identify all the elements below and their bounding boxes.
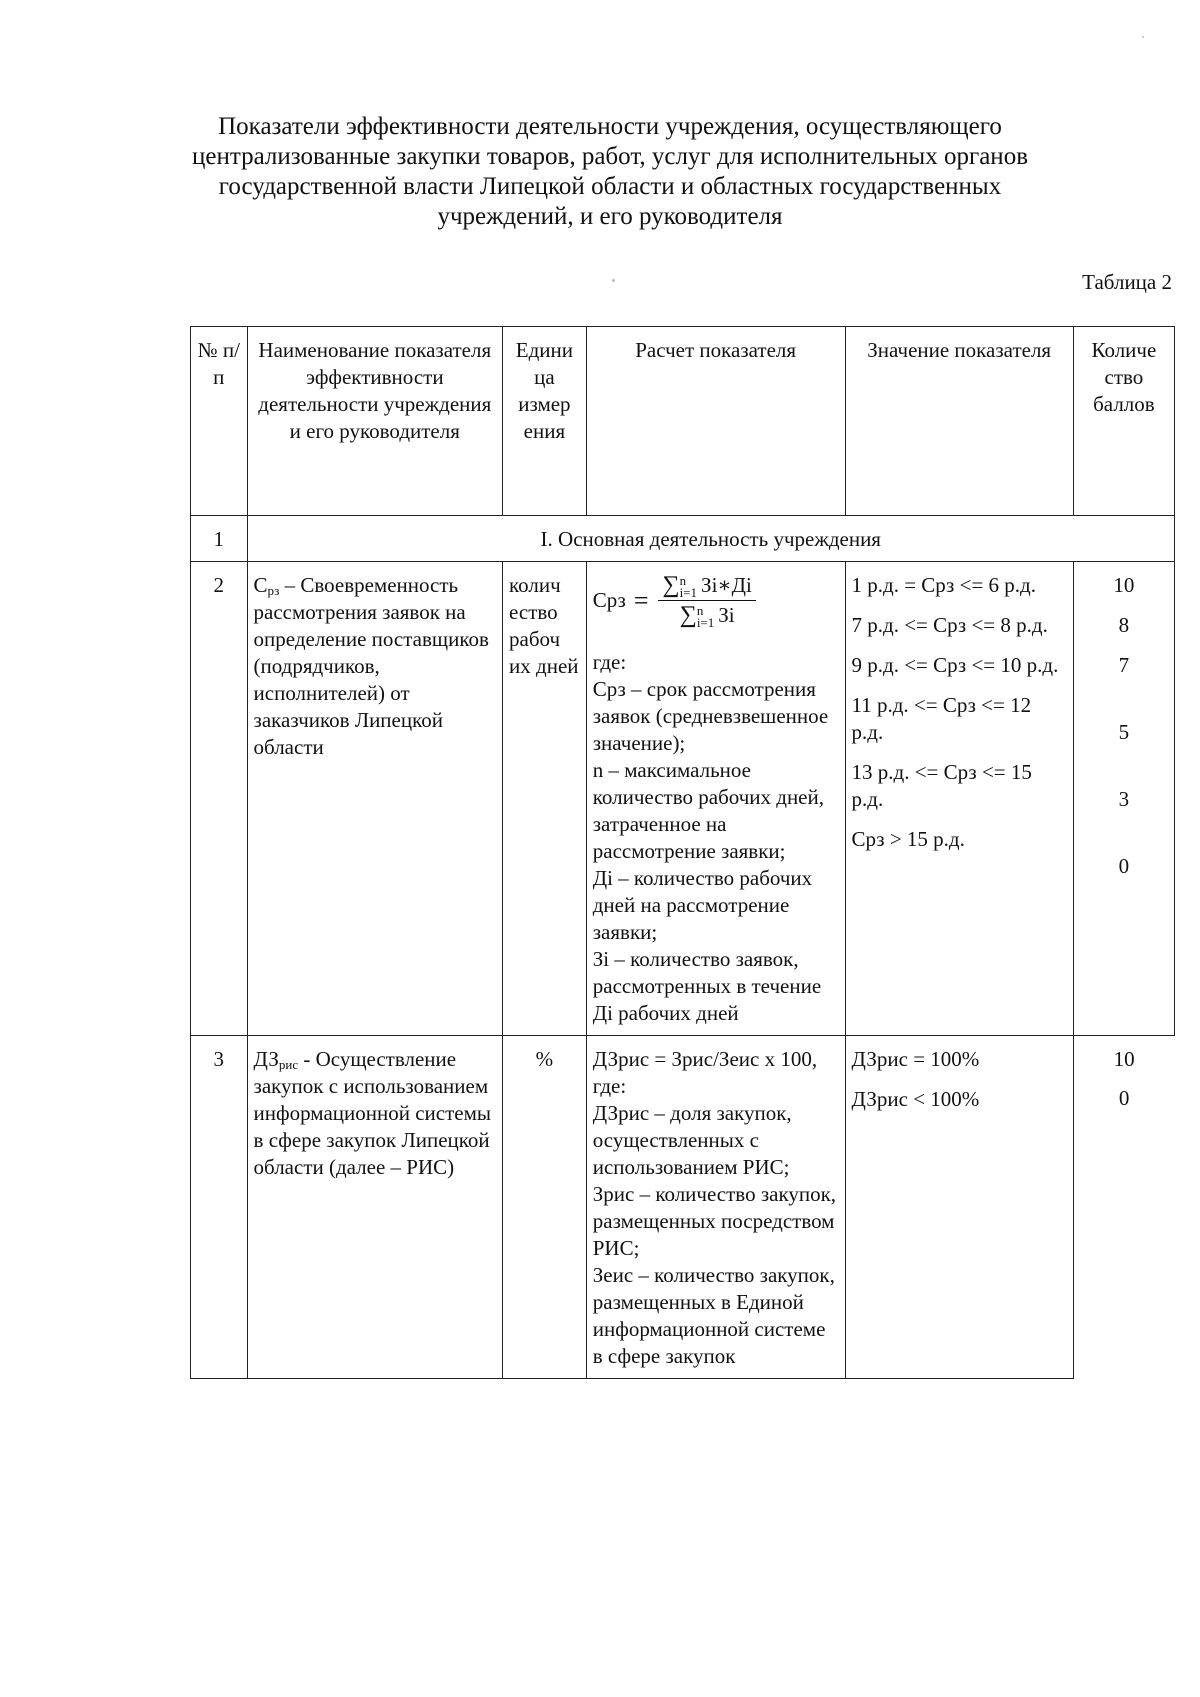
points-item: 0 <box>1118 854 1130 878</box>
indicator-symbol-sub: рз <box>267 583 280 598</box>
value-item: 7 р.д. <= Срз <= 8 р.д. <box>851 613 1048 637</box>
header-value: Значение показателя <box>845 327 1073 516</box>
row-num: 3 <box>191 1036 248 1379</box>
row-num: 2 <box>191 562 248 1036</box>
denominator-term: Зi <box>718 603 735 628</box>
calc-line: Зрис – количество закупок, размещенных посредством РИС; <box>592 1182 837 1261</box>
title-line: учреждений, и его руководителя <box>437 203 783 230</box>
value-cell <box>845 1036 1073 1379</box>
points-item: 7 <box>1118 653 1130 677</box>
calc-line: ДЗрис = Зрис/Зеис х 100, где: <box>592 1047 818 1099</box>
calc-cell <box>586 1036 845 1379</box>
title-line: государственной власти Липецкой области и областных государственных <box>218 173 1002 200</box>
sum-symbol: ∑ <box>679 602 697 629</box>
calc-line: Срз – срок рассмотрения заявок (средневзвешенное значение); <box>592 677 829 756</box>
header-name: Наименование показателя эффективности деятельности учреждения и его руководителя <box>247 327 503 516</box>
header-unit: Едини ца измер ения <box>503 327 587 516</box>
numerator-term: Зi∗Дi <box>701 573 752 597</box>
calc-cell <box>586 562 845 1036</box>
calc-line: Зi – количество заявок, рассмотренных в течение Дi рабочих дней <box>592 947 822 1026</box>
value-item: ДЗрис = 100% <box>851 1047 980 1072</box>
unit-cell: % <box>503 1036 587 1379</box>
header-num: № п/п <box>191 327 248 516</box>
points-item: 0 <box>1118 1086 1130 1111</box>
calc-line: Дi – количество рабочих дней на рассмотрение заявки; <box>592 866 813 945</box>
calc-line: ДЗрис – доля закупок, осуществленных с использованием РИС; <box>592 1101 792 1180</box>
points-item: 8 <box>1118 613 1130 637</box>
points-item: 10 <box>1113 573 1135 597</box>
points-item: 3 <box>1118 787 1130 811</box>
formula-numerator <box>658 572 755 601</box>
indicator-symbol: ДЗ <box>253 1047 279 1072</box>
value-item: Срз > 15 р.д. <box>851 827 965 851</box>
table-row <box>191 562 1175 1036</box>
unit-cell: колич ество рабоч их дней <box>503 562 587 1036</box>
table-label: Таблица 2 <box>1082 270 1172 294</box>
points-item: 10 <box>1113 1047 1135 1072</box>
value-item: ДЗрис < 100% <box>851 1087 980 1112</box>
formula <box>593 572 839 629</box>
formula-fraction <box>658 572 755 629</box>
calc-line: Зеис – количество закупок, размещенных в Единой информационной системе в сфере закупок <box>592 1263 835 1369</box>
indicator-symbol: С <box>253 573 268 597</box>
indicators-table <box>190 326 1175 1379</box>
indicator-text: - Осуществление закупок с использованием информационной системы в сфере закупок Липецкой области (далее – РИС) <box>253 1047 491 1180</box>
table-row <box>191 1036 1175 1379</box>
scan-speck <box>1142 36 1144 38</box>
sum-symbol: ∑ <box>662 572 680 598</box>
sum-upper: n <box>696 603 704 619</box>
formula-denominator <box>680 601 735 629</box>
points-item: 5 <box>1118 720 1130 744</box>
indicator-symbol-sub: рис <box>278 1057 299 1073</box>
calc-line: где: <box>592 650 627 675</box>
header-calc: Расчет показателя <box>586 327 845 516</box>
title-line: Показатели эффективности деятельности учреждения, осуществляющего <box>218 113 1002 140</box>
header-points: Количе ство баллов <box>1073 327 1174 516</box>
value-item: 1 р.д. = Срз <= 6 р.д. <box>851 573 1036 597</box>
header-row <box>191 327 1175 516</box>
section-title: I. Основная деятельность учреждения <box>247 516 1174 562</box>
points-cell <box>1073 562 1174 1036</box>
value-item: 13 р.д. <= Срз <= 15 р.д. <box>851 760 1032 811</box>
formula-equals: = <box>633 586 649 616</box>
value-cell <box>845 562 1073 1036</box>
indicator-text: – Своевременность рассмотрения заявок на определение поставщиков (подрядчиков, исполнителей) от заказчиков Липецкой области <box>253 573 489 759</box>
section-row <box>191 516 1175 562</box>
scan-speck <box>612 279 615 282</box>
document-title <box>190 112 1030 232</box>
calc-line: n – максимальное количество рабочих дней, затраченное на рассмотрение заявки; <box>592 758 824 864</box>
section-num: 1 <box>191 516 248 562</box>
sum-limits <box>697 605 714 629</box>
indicator-name <box>247 1036 503 1379</box>
indicator-name <box>247 562 503 1036</box>
sum-limits <box>680 575 697 599</box>
sum-lower: i=1 <box>696 615 715 631</box>
title-line: централизованные закупки товаров, работ, услуг для исполнительных органов <box>191 143 1028 170</box>
value-item: 11 р.д. <= Срз <= 12 р.д. <box>851 693 1032 744</box>
sum-upper: n <box>679 573 687 589</box>
formula-lhs: Срз <box>592 588 626 613</box>
sum-lower: i=1 <box>679 585 698 601</box>
points-cell <box>1073 1036 1174 1379</box>
value-item: 9 р.д. <= Срз <= 10 р.д. <box>851 653 1059 677</box>
